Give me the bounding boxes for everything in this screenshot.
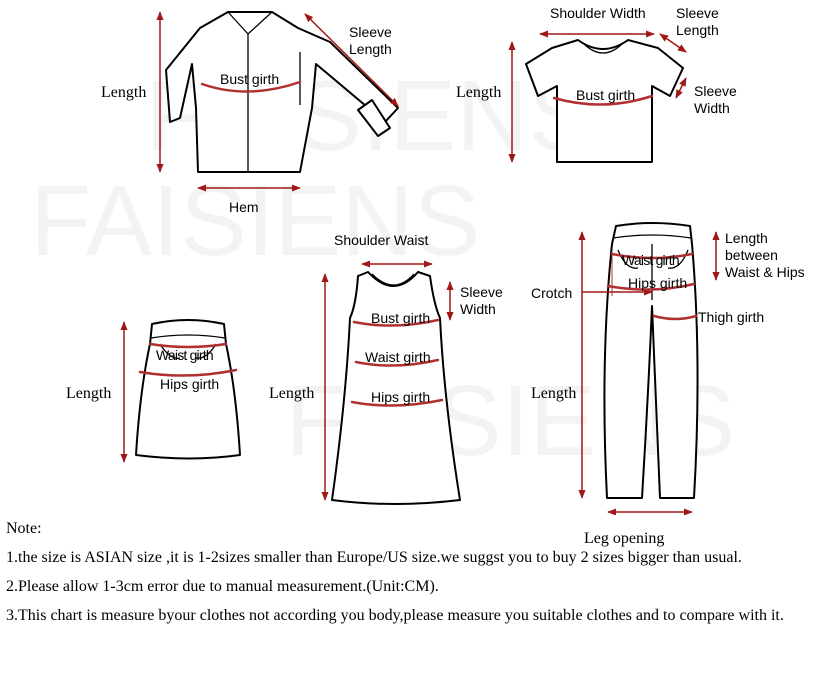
dress-sleeve-width-label-2: Width: [460, 301, 496, 317]
note-3: 3.This chart is measure byour clothes not according you body,please measure you suitable clothes and to compare with it.: [6, 607, 784, 624]
tshirt-sleeve-width-label-1: Sleeve: [694, 83, 737, 99]
dress-sleeve-width-label-1: Sleeve: [460, 284, 503, 300]
notes-section: [6, 514, 818, 630]
tshirt-sleeve-length-label-1: Sleeve: [676, 5, 719, 21]
dress-shoulder-label: Shoulder Waist: [334, 232, 429, 248]
pants-crotch-label: Crotch: [531, 285, 573, 301]
tshirt-sleeve-width-label-2: Width: [694, 100, 730, 116]
skirt-waist-label: Waist girth: [156, 347, 213, 363]
skirt-diagram: [66, 320, 240, 462]
note-2: 2.Please allow 1-3cm error due to manual measurement.(Unit:CM).: [6, 578, 439, 595]
shirt-length-label: Length: [101, 84, 147, 101]
pants-length-label: Length: [531, 385, 577, 402]
note-1: 1.the size is ASIAN size ,it is 1-2sizes smaller than Europe/US size.we suggst you to buy 2 sizes bigger than usual.: [6, 549, 742, 566]
notes-title: Note:: [6, 520, 42, 537]
tshirt-bust-label: Bust girth: [576, 87, 636, 103]
pants-thigh-label: Thigh girth: [698, 309, 765, 325]
skirt-hips-label: Hips girth: [160, 376, 220, 392]
dress-bust-label: Bust girth: [371, 310, 431, 326]
dress-length-label: Length: [269, 385, 315, 402]
shirt-hem-label: Hem: [229, 199, 259, 215]
pants-length-between-label-1: Length: [725, 230, 768, 246]
watermark-2: [30, 165, 480, 277]
shirt-sleeve-label-2: Length: [349, 41, 392, 57]
pants-waist-label: Waist girth: [622, 252, 679, 268]
pants-leg-opening-label: Leg opening: [584, 530, 665, 547]
dress-outline: [332, 272, 460, 504]
dress-hips-label: Hips girth: [371, 389, 431, 405]
shirt-sleeve-label-1: Sleeve: [349, 24, 392, 40]
shirt-bust-label: Bust girth: [220, 71, 280, 87]
tshirt-sleeve-length-label-2: Length: [676, 22, 719, 38]
pants-length-between-label-3: Waist & Hips: [725, 264, 805, 280]
skirt-length-label: Length: [66, 385, 112, 402]
pants-hips-label: Hips girth: [628, 275, 688, 291]
tshirt-length-label: Length: [456, 84, 502, 101]
dress-waist-label: Waist girth: [365, 349, 431, 365]
tshirt-shoulder-label: Shoulder Width: [550, 5, 646, 21]
pants-length-between-label-2: between: [725, 247, 778, 263]
